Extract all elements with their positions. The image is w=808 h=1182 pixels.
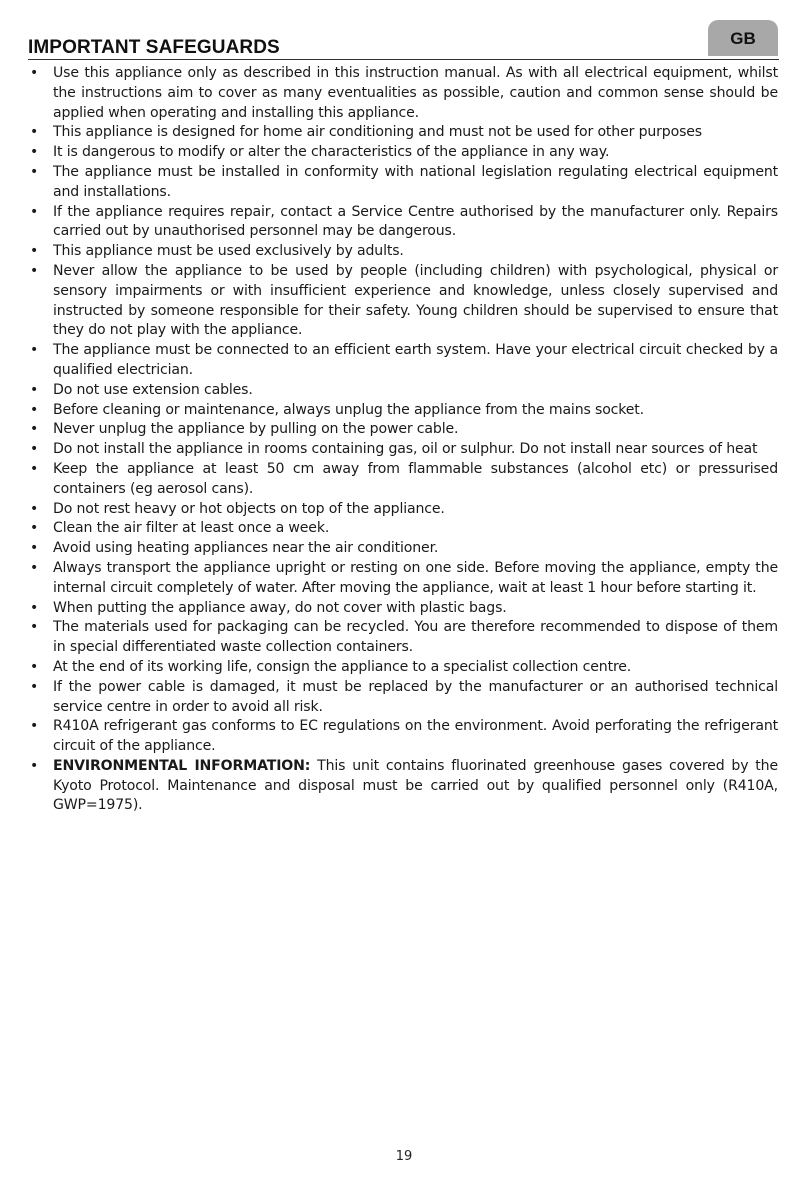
bullet-icon: • bbox=[30, 441, 39, 458]
list-item-text: This appliance is designed for home air conditioning and must not be used for other purposes bbox=[53, 124, 702, 141]
bullet-icon: • bbox=[30, 262, 39, 279]
bullet-icon: • bbox=[30, 559, 39, 576]
list-item bbox=[28, 539, 778, 559]
list-item bbox=[28, 242, 778, 262]
bullet-icon: • bbox=[30, 718, 39, 735]
bullet-icon: • bbox=[30, 421, 39, 438]
list-item bbox=[28, 500, 778, 520]
environmental-info-label: ENVIRONMENTAL INFORMATION: bbox=[53, 757, 311, 774]
bullet-icon: • bbox=[30, 757, 39, 774]
bullet-icon: • bbox=[30, 520, 39, 537]
bullet-icon: • bbox=[30, 203, 39, 220]
page-number: 19 bbox=[395, 1149, 413, 1164]
bullet-icon: • bbox=[30, 540, 39, 557]
bullet-icon: • bbox=[30, 342, 39, 359]
safeguards-list bbox=[28, 64, 778, 816]
list-item bbox=[28, 678, 778, 718]
list-item bbox=[28, 460, 778, 500]
list-item bbox=[28, 420, 778, 440]
bullet-icon: • bbox=[30, 500, 39, 517]
list-item bbox=[28, 559, 778, 599]
list-item-text: Keep the appliance at least 50 cm away from flammable substances (alcohol etc) or pressurised containers (eg aerosol cans). bbox=[53, 460, 778, 497]
bullet-icon: • bbox=[30, 401, 39, 418]
list-item-text: Do not use extension cables. bbox=[53, 381, 253, 398]
bullet-icon: • bbox=[30, 243, 39, 260]
list-item bbox=[28, 203, 778, 243]
list-item bbox=[28, 341, 778, 381]
list-item bbox=[28, 123, 778, 143]
bullet-icon: • bbox=[30, 619, 39, 636]
list-item bbox=[28, 381, 778, 401]
list-item bbox=[28, 618, 778, 658]
list-item-text: Do not rest heavy or hot objects on top of the appliance. bbox=[53, 500, 445, 517]
list-item bbox=[28, 519, 778, 539]
list-item-text: The materials used for packaging can be recycled. You are therefore recommended to dispose of them in special differentiated waste collection containers. bbox=[53, 619, 778, 656]
list-item bbox=[28, 64, 778, 123]
list-item-text: Do not install the appliance in rooms containing gas, oil or sulphur. Do not install near sources of heat bbox=[53, 441, 758, 458]
list-item-text: Clean the air filter at least once a week. bbox=[53, 520, 330, 537]
list-item-text: The appliance must be connected to an efficient earth system. Have your electrical circuit checked by a qualified electrician. bbox=[53, 342, 778, 378]
list-item-text: This appliance must be used exclusively by adults. bbox=[53, 243, 404, 260]
list-item bbox=[28, 440, 778, 460]
bullet-icon: • bbox=[30, 599, 39, 616]
list-item bbox=[28, 401, 778, 421]
environmental-info-text: This unit contains fluorinated greenhouse gases covered by the Kyoto Protocol. Maintenance and disposal must be carried out by qualified personnel only (R410A, GWP=1975). bbox=[53, 757, 778, 814]
list-item bbox=[28, 262, 778, 341]
list-item-text: Avoid using heating appliances near the air conditioner. bbox=[53, 540, 439, 557]
list-item-text: Use this appliance only as described in this instruction manual. As with all electrical equipment, whilst the instructions aim to cover as many eventualities as possible, caution and common sense should be applied when operating and installing this appliance. bbox=[53, 65, 778, 121]
list-item bbox=[28, 143, 778, 163]
list-item-text: If the power cable is damaged, it must be replaced by the manufacturer or an authorised technical service centre in order to avoid all risk. bbox=[53, 678, 778, 715]
list-item-text: Never allow the appliance to be used by people (including children) with psychological, physical or sensory impairments or with insufficient experience and knowledge, unless closely supervised and instructed by someone responsible for their safety. Young children should be supervised to ensure that they do not play with the appliance. bbox=[53, 262, 778, 339]
list-item bbox=[28, 599, 778, 619]
list-item bbox=[28, 658, 778, 678]
header-divider bbox=[28, 59, 779, 60]
list-item-text: R410A refrigerant gas conforms to EC regulations on the environment. Avoid perforating the refrigerant circuit of the appliance. bbox=[53, 718, 778, 755]
bullet-icon: • bbox=[30, 163, 39, 180]
bullet-icon: • bbox=[30, 460, 39, 477]
bullet-icon: • bbox=[30, 381, 39, 398]
environmental-info-item bbox=[28, 757, 778, 816]
safeguards-content bbox=[28, 64, 778, 816]
list-item-text: Before cleaning or maintenance, always unplug the appliance from the mains socket. bbox=[53, 401, 645, 418]
list-item-text: Never unplug the appliance by pulling on the power cable. bbox=[53, 421, 459, 438]
list-item-text: At the end of its working life, consign the appliance to a specialist collection centre. bbox=[53, 658, 632, 675]
list-item-text: If the appliance requires repair, contact a Service Centre authorised by the manufacturer only. Repairs carried out by unauthorised personnel may be dangerous. bbox=[53, 203, 778, 240]
list-item-text: It is dangerous to modify or alter the characteristics of the appliance in any way. bbox=[53, 144, 610, 161]
list-item-text: When putting the appliance away, do not cover with plastic bags. bbox=[53, 599, 507, 616]
bullet-icon: • bbox=[30, 144, 39, 161]
list-item bbox=[28, 717, 778, 757]
language-tab: GB bbox=[708, 20, 778, 56]
list-item-text: Always transport the appliance upright or resting on one side. Before moving the appliance, empty the internal circuit completely of water. After moving the appliance, wait at least 1 hour before starting it. bbox=[53, 559, 778, 596]
page-title: IMPORTANT SAFEGUARDS bbox=[28, 37, 280, 58]
bullet-icon: • bbox=[30, 658, 39, 675]
bullet-icon: • bbox=[30, 678, 39, 695]
bullet-icon: • bbox=[30, 124, 39, 141]
list-item-text: The appliance must be installed in conformity with national legislation regulating electrical equipment and installations. bbox=[53, 163, 778, 200]
bullet-icon: • bbox=[30, 65, 39, 81]
list-item bbox=[28, 163, 778, 203]
